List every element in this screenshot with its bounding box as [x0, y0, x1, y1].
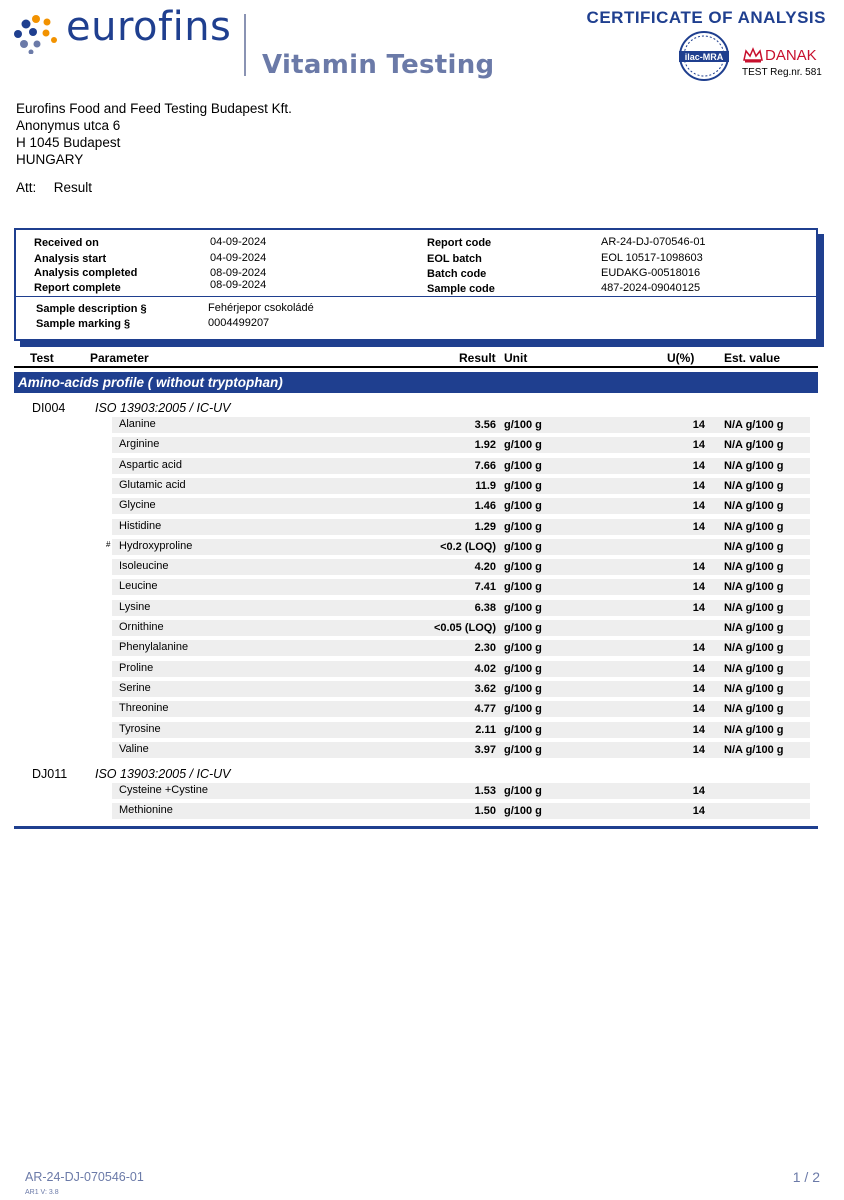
uncertainty-cell: 14 [692, 662, 705, 675]
unit-cell: g/100 g [504, 622, 542, 634]
est-value-cell: N/A g/100 g [724, 439, 784, 452]
unit-cell: g/100 g [504, 682, 542, 695]
unit-cell: g/100 g [504, 540, 542, 553]
table-row [112, 620, 810, 636]
test-method: ISO 13903:2005 / IC-UV [95, 767, 231, 781]
col-header-result: Result [459, 351, 496, 365]
table-row [112, 803, 810, 819]
received-on-label: Received on [34, 237, 99, 249]
table-row [112, 640, 810, 656]
uncertainty-cell: 14 [692, 805, 705, 818]
unit-cell: g/100 g [504, 785, 542, 797]
parameter-cell: Arginine [119, 438, 160, 451]
test-code: DJ011 [32, 767, 68, 781]
eurofins-logo [14, 4, 244, 56]
hash-marker: # [106, 539, 111, 549]
analysis-completed-label: Analysis completed [34, 267, 138, 279]
uncertainty-cell: 14 [692, 785, 705, 797]
est-value-cell: N/A g/100 g [724, 581, 784, 594]
att-label: Att: [16, 180, 37, 195]
table-row [112, 742, 810, 758]
table-row [112, 478, 810, 494]
unit-cell: g/100 g [504, 743, 542, 756]
danak-crown-icon [742, 46, 764, 64]
danak-label: DANAK [765, 47, 817, 64]
result-cell: 7.66 [474, 459, 496, 472]
report-info-box [14, 228, 818, 341]
parameter-cell: Aspartic acid [119, 458, 182, 471]
est-value-cell: N/A g/100 g [724, 520, 784, 533]
col-header-est-value: Est. value [724, 351, 781, 365]
document-title: CERTIFICATE OF ANALYSIS [586, 8, 826, 27]
est-value-cell: N/A g/100 g [724, 743, 784, 756]
attention-line [16, 180, 92, 195]
unit-cell: g/100 g [504, 642, 542, 655]
unit-cell: g/100 g [504, 805, 542, 818]
est-value-cell: N/A g/100 g [724, 419, 784, 431]
result-cell: 3.62 [474, 682, 496, 695]
address-line: Eurofins Food and Feed Testing Budapest Kft. [16, 101, 292, 116]
parameter-cell: Lysine [119, 600, 151, 613]
result-cell: 3.56 [474, 419, 496, 431]
section-title: Amino-acids profile ( without tryptophan) [14, 372, 818, 393]
result-cell: 11.9 [475, 479, 496, 492]
report-code-value: AR-24-DJ-070546-01 [601, 236, 706, 248]
uncertainty-cell: 14 [692, 419, 705, 431]
est-value-cell: N/A g/100 g [724, 459, 784, 472]
test-method: ISO 13903:2005 / IC-UV [95, 401, 231, 415]
result-cell: 1.29 [474, 520, 496, 533]
col-header-test: Test [30, 351, 54, 365]
sample-marking-value: 0004499207 [208, 317, 270, 329]
table-row [112, 498, 810, 514]
address-line: H 1045 Budapest [16, 135, 121, 150]
unit-cell: g/100 g [504, 439, 542, 452]
table-row [112, 681, 810, 697]
unit-cell: g/100 g [504, 479, 542, 492]
table-row [112, 701, 810, 717]
parameter-cell: Alanine [119, 418, 156, 430]
table-row [112, 458, 810, 474]
result-cell: 4.20 [474, 561, 496, 574]
col-header-uncertainty: U(%) [667, 351, 695, 365]
est-value-cell: N/A g/100 g [724, 479, 784, 492]
est-value-cell: N/A g/100 g [724, 561, 784, 574]
result-cell: 7.41 [474, 581, 496, 594]
est-value-cell: N/A g/100 g [724, 723, 784, 736]
uncertainty-cell: 14 [692, 743, 705, 756]
table-row [112, 579, 810, 595]
table-row [112, 519, 810, 535]
parameter-cell: Methionine [119, 804, 173, 817]
eol-batch-label: EOL batch [427, 253, 482, 265]
uncertainty-cell: 14 [692, 561, 705, 574]
col-header-unit: Unit [504, 351, 528, 365]
est-value-cell: N/A g/100 g [724, 703, 784, 716]
parameter-cell: Glutamic acid [119, 478, 186, 491]
ilac-label: ilac-MRA [684, 52, 724, 62]
unit-cell: g/100 g [504, 419, 542, 431]
table-row [112, 559, 810, 575]
uncertainty-cell: 14 [692, 479, 705, 492]
parameter-cell: Isoleucine [119, 560, 169, 573]
uncertainty-cell: 14 [692, 601, 705, 614]
result-cell: 1.92 [474, 439, 496, 452]
danak-registration: TEST Reg.nr. 581 [742, 67, 822, 78]
sample-code-value: 487-2024-09040125 [601, 282, 701, 294]
table-row [112, 661, 810, 677]
table-row [106, 539, 810, 555]
parameter-cell: Threonine [119, 702, 169, 715]
table-row [112, 417, 810, 433]
test-code: DI004 [32, 401, 66, 415]
unit-cell: g/100 g [504, 662, 542, 675]
table-row [112, 437, 810, 453]
col-header-parameter: Parameter [90, 351, 149, 365]
att-value: Result [53, 180, 93, 195]
logo-wordmark: eurofins [66, 4, 232, 50]
result-cell: 1.53 [474, 785, 496, 797]
report-complete-value: 08-09-2024 [210, 279, 267, 291]
unit-cell: g/100 g [504, 520, 542, 533]
table-row [112, 600, 810, 616]
result-cell: 4.02 [474, 662, 496, 675]
header-rule [14, 366, 818, 368]
sample-description-label: Sample description § [36, 303, 147, 315]
est-value-cell: N/A g/100 g [724, 622, 784, 634]
unit-cell: g/100 g [504, 581, 542, 594]
report-code-label: Report code [427, 237, 492, 249]
result-cell: 2.30 [474, 642, 496, 655]
address-line: HUNGARY [16, 152, 84, 167]
parameter-cell: Histidine [119, 519, 162, 532]
uncertainty-cell: 14 [692, 581, 705, 594]
est-value-cell: N/A g/100 g [724, 662, 784, 675]
result-cell: <0.2 (LOQ) [440, 540, 496, 553]
recipient-address [16, 100, 292, 168]
parameter-cell: Proline [119, 661, 154, 674]
parameter-cell: Phenylalanine [119, 641, 189, 654]
parameter-cell: Serine [119, 681, 151, 694]
unit-cell: g/100 g [504, 500, 542, 513]
unit-cell: g/100 g [504, 703, 542, 716]
batch-code-label: Batch code [427, 268, 487, 280]
result-cell: 2.11 [475, 723, 496, 736]
sample-description-value: Fehérjepor csokoládé [208, 302, 314, 314]
result-cell: 4.77 [474, 703, 496, 716]
result-cell: 3.97 [474, 743, 496, 756]
eol-batch-value: EOL 10517-1098603 [601, 252, 703, 264]
parameter-cell: Hydroxyproline [119, 539, 193, 552]
analysis-start-value: 04-09-2024 [210, 252, 267, 264]
uncertainty-cell: 14 [692, 459, 705, 472]
uncertainty-cell: 14 [692, 703, 705, 716]
page-number: 1 / 2 [792, 1169, 820, 1185]
sample-marking-label: Sample marking § [36, 318, 131, 330]
header-divider [244, 14, 246, 76]
unit-cell: g/100 g [504, 561, 542, 574]
table-row [112, 783, 810, 799]
uncertainty-cell: 14 [692, 642, 705, 655]
footer-version: AR1 V: 3.8 [25, 1189, 59, 1196]
table-row [112, 722, 810, 738]
analysis-completed-value: 08-09-2024 [210, 267, 267, 279]
result-cell: 1.46 [474, 500, 496, 513]
est-value-cell: N/A g/100 g [724, 540, 784, 553]
parameter-cell: Valine [119, 742, 149, 755]
unit-cell: g/100 g [504, 601, 542, 614]
result-cell: 1.50 [474, 805, 496, 818]
uncertainty-cell: 14 [692, 682, 705, 695]
uncertainty-cell: 14 [692, 723, 705, 736]
parameter-cell: Tyrosine [119, 722, 161, 735]
report-complete-label: Report complete [34, 282, 121, 294]
uncertainty-cell: 14 [692, 439, 705, 452]
table-bottom-rule [14, 826, 818, 829]
parameter-cell: Ornithine [119, 621, 164, 633]
result-cell: 6.38 [474, 601, 496, 614]
ilac-mra-seal-icon [676, 30, 732, 82]
est-value-cell: N/A g/100 g [724, 500, 784, 513]
unit-cell: g/100 g [504, 459, 542, 472]
parameter-cell: Leucine [119, 580, 158, 593]
header-subtitle: Vitamin Testing [262, 50, 495, 80]
parameter-cell: Glycine [119, 499, 156, 512]
sample-code-label: Sample code [427, 283, 495, 295]
uncertainty-cell: 14 [692, 500, 705, 513]
footer-report-code: AR-24-DJ-070546-01 [25, 1170, 144, 1184]
eurofins-dots-icon [14, 14, 62, 54]
batch-code-value: EUDAKG-00518016 [601, 267, 701, 279]
result-cell: <0.05 (LOQ) [433, 622, 496, 634]
est-value-cell: N/A g/100 g [724, 682, 784, 695]
est-value-cell: N/A g/100 g [724, 601, 784, 614]
analysis-start-label: Analysis start [34, 253, 107, 265]
address-line: Anonymus utca 6 [16, 118, 121, 133]
parameter-cell: Cysteine +Cystine [119, 784, 208, 796]
uncertainty-cell: 14 [692, 520, 705, 533]
info-box-separator [16, 296, 816, 297]
est-value-cell: N/A g/100 g [724, 642, 784, 655]
unit-cell: g/100 g [504, 723, 542, 736]
received-on-value: 04-09-2024 [210, 236, 267, 248]
